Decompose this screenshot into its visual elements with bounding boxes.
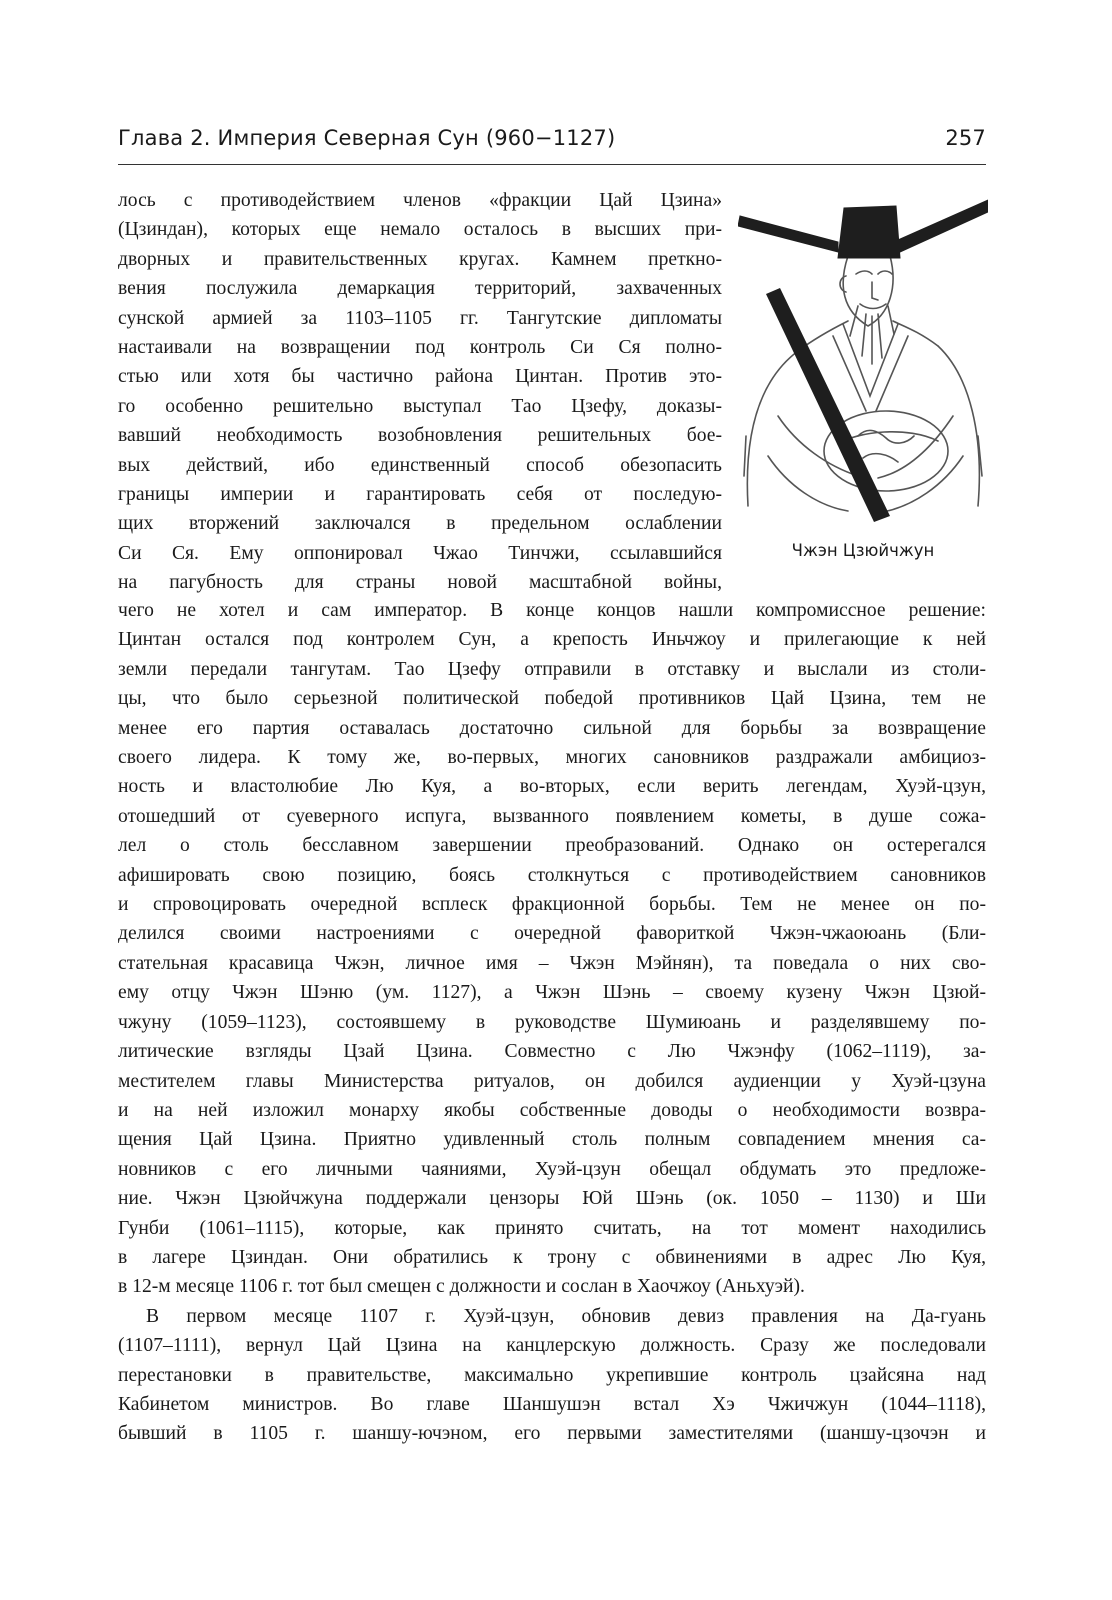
text-line: лел о столь бесславном завершении преобразований. Однако он остерегался [118,835,986,857]
text-line: (1107–1111), вернул Цай Цзина на канцлерскую должность. Сразу же последовали [118,1335,986,1357]
text-line: делился своими настроениями с очередной фавориткой Чжэн-чжаоюань (Бли- [118,923,986,945]
text-line: лось с противодействием членов «фракции Цай Цзина» [118,190,722,211]
text-line: В первом месяце 1107 г. Хуэй-цзун, обновив девиз правления на Да-гуань [146,1305,986,1327]
portrait-figure [738,186,988,560]
text-line: чжуну (1059–1123), состоявшему в руководстве Шумиюань и разделявшему по- [118,1011,986,1033]
text-line: и спровоцировать очередной всплеск фракционной борьбы. Тем не менее он по- [118,894,986,916]
text-line: чего не хотел и сам император. В конце концов нашли компромиссное решение: [118,600,986,621]
text-line: стательная красавица Чжэн, личное имя – Чжэн Мэйнян), та поведала о них сво- [118,952,986,974]
text-line: перестановки в правительстве, максимально укрепившие контроль цзайсяна над [118,1364,986,1386]
running-header [118,126,986,150]
text-line: своего лидера. К тому же, во-первых, многих сановников раздражали амбициоз- [118,747,986,769]
text-line: Цинтан остался под контролем Сун, а крепость Иньчжоу и прилегающие к ней [118,629,986,651]
text-line: менее его партия оставалась достаточно сильной для борьбы за возвращение [118,717,986,739]
text-line: ему отцу Чжэн Шэню (ум. 1127), а Чжэн Шэнь – своему кузену Чжэн Цзюй- [118,982,986,1004]
text-line: дворных и правительственных кругах. Камнем преткно- [118,248,722,270]
text-line: го особенно решительно выступал Тао Цзефу, доказы- [118,395,722,417]
text-line: на пагубность для страны новой масштабной войны, [118,572,722,594]
text-line: границы империи и гарантировать себя от последую- [118,484,722,506]
text-line: и на ней изложил монарху якобы собственные доводы о необходимости возвра- [118,1099,986,1121]
text-wrapped-column [118,186,722,598]
text-line: настаивали на возвращении под контроль Си Ся полно- [118,337,722,359]
text-line: щения Цай Цзина. Приятно удивленный столь полным совпадением мнения са- [118,1129,986,1151]
text-line: отошедший от суеверного испуга, вызванного появлением кометы, в душе сожа- [118,805,986,827]
text-line: местителем главы Министерства ритуалов, он добился аудиенции у Хуэй-цзуна [118,1070,986,1092]
text-line: вения послужила демаркация территорий, захваченных [118,278,722,300]
text-line: цы, что было серьезной политической победой противников Цай Цзина, тем не [118,688,986,710]
text-line: новников с его личными чаяниями, Хуэй-цзун обещал обдумать это предложе- [118,1158,986,1180]
text-line: в 12-м месяце 1106 г. тот был смещен с должности и сослан в Хаочжоу (Аньхуэй). [118,1276,805,1298]
text-line: стью или хотя бы частично района Цинтан. Против это- [118,366,722,388]
text-line: щих вторжений заключался в предельном ослаблении [118,513,722,535]
header-rule [118,164,986,165]
text-line: вых действий, ибо единственный способ обезопасить [118,454,722,476]
text-line: в лагере Цзиндан. Они обратились к трону с обвинениями в адрес Лю Куя, [118,1246,986,1268]
page-number: 257 [945,126,986,150]
figure-caption: Чжэн Цзюйчжун [791,541,935,560]
text-full-column [118,596,986,1449]
text-line: литические взгляды Цзай Цзина. Совместно с Лю Чжэнфу (1062–1119), за- [118,1041,986,1063]
text-line: вавший необходимость возобновления решительных бое- [118,425,722,447]
text-line: ние. Чжэн Цзюйчжуна поддержали цензоры Юй Шэнь (ок. 1050 – 1130) и Ши [118,1188,986,1210]
text-line: сунской армией за 1103–1105 гг. Тангутские дипломаты [118,307,722,329]
text-line: Гунби (1061–1115), которые, как принято считать, на тот момент находились [118,1217,986,1239]
text-line: афишировать свою позицию, боясь столкнуться с противодействием сановников [118,864,986,886]
running-title: Глава 2. Империя Северная Сун (960−1127) [118,126,616,150]
portrait-illustration [738,186,988,526]
text-line: бывший в 1105 г. шаншу-ючэном, его первыми заместителями (шаншу-цзочэн и [118,1423,986,1445]
text-line: земли передали тангутам. Тао Цзефу отправили в отставку и выслали из столи- [118,658,986,680]
text-line: Си Ся. Ему оппонировал Чжао Тинчжи, ссылавшийся [118,542,722,564]
text-line: Кабинетом министров. Во главе Шаншушэн встал Хэ Чжичжун (1044–1118), [118,1393,986,1415]
text-line: ность и властолюбие Лю Куя, а во-вторых, если верить легендам, Хуэй-цзун, [118,776,986,798]
text-line: (Цзиндан), которых еще немало осталось в высших при- [118,219,722,241]
